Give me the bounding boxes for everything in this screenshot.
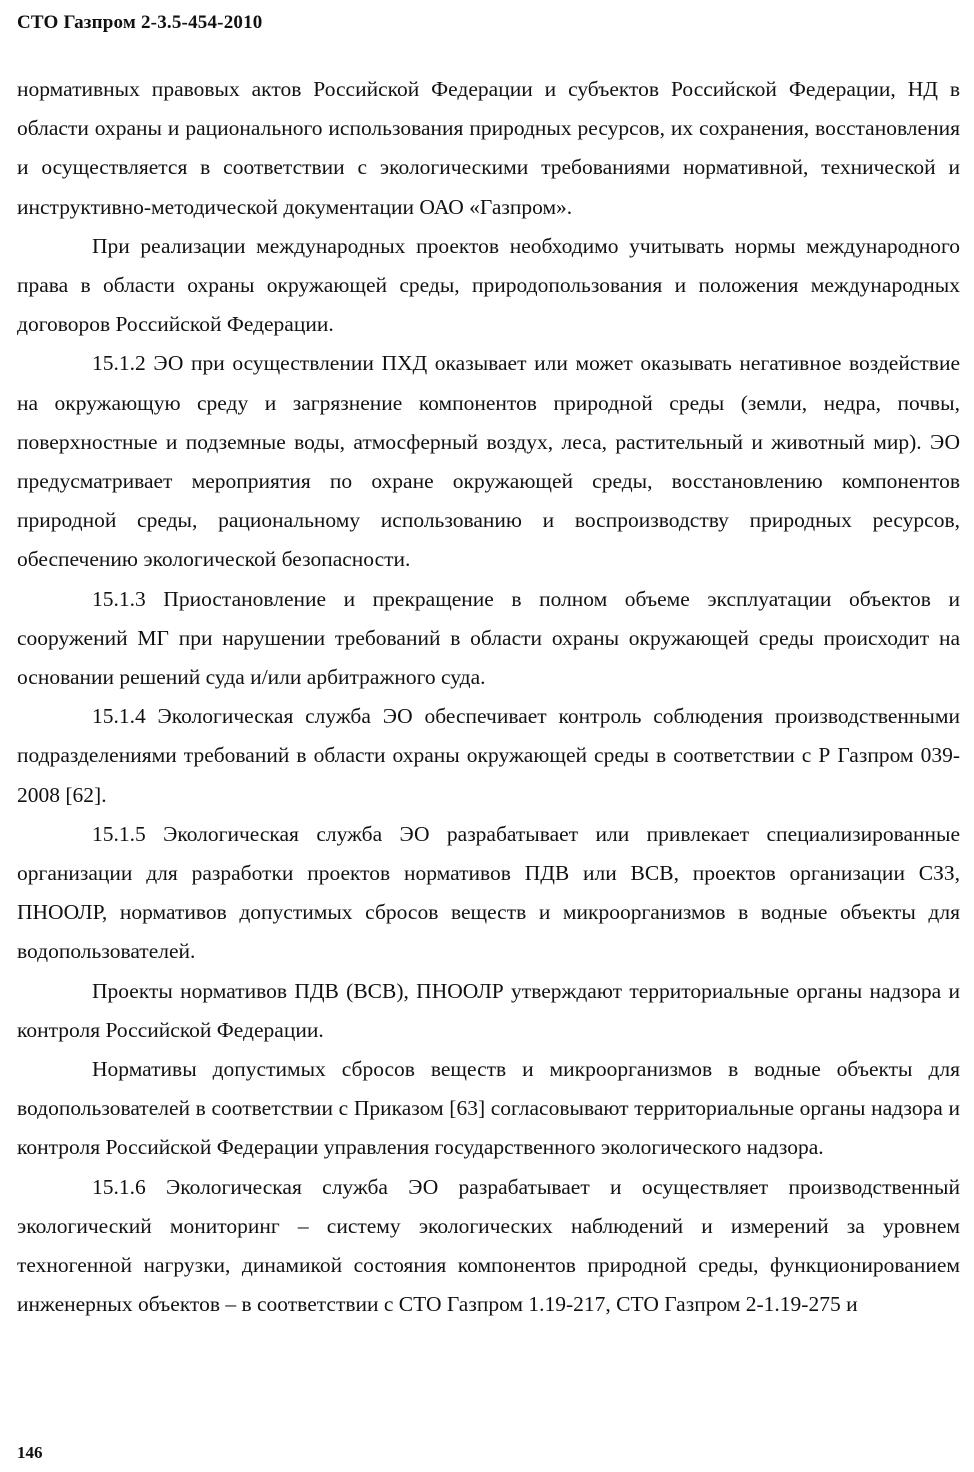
paragraph-international-projects: При реализации международных проектов необходимо учитывать нормы международного права в области охраны окружающей среды, природопользования и положения международных договоров Российской Федерации. [17,233,960,337]
paragraph-15-1-5: 15.1.5 Экологическая служба ЭО разрабатывает или привлекает специализированные организации для разработки проектов нормативов ПДВ или ВСВ, проектов организации СЗЗ, ПНООЛР, нормативов допустимых сбросов веществ и микроорганизмов в водные объекты для водопользователей. [17,821,960,964]
paragraph-15-1-4: 15.1.4 Экологическая служба ЭО обеспечивает контроль соблюдения производственными подразделениями требований в области охраны окружающей среды в соответствии с Р Газпром 039-2008 [62]. [17,704,960,807]
page-number: 146 [17,1443,43,1462]
body-text [17,70,960,1325]
paragraph-discharge-norms: Нормативы допустимых сбросов веществ и микроорганизмов в водные объекты для водопользователей в соответствии с Приказом [63] согласовывают территориальные органы надзора и контроля Российской Федерации управления государственного экологического надзора. [17,1057,960,1160]
paragraph-15-1-3: 15.1.3 Приостановление и прекращение в полном объеме эксплуатации объектов и сооружений МГ при нарушении требований в области охраны окружающей среды происходит на основании решений суда и/или арбитражного суда. [17,586,960,690]
paragraph-continued: нормативных правовых актов Российской Федерации и субъектов Российской Федерации, НД в области охраны и рационального использования природных ресурсов, их сохранения, восстановления и осуществляется в соответствии с экологическими требованиями нормативной, технической и инструктивно-методической документации ОАО «Газпром». [17,77,960,219]
document-header: СТО Газпром 2-3.5-454-2010 [17,12,263,33]
paragraph-15-1-6: 15.1.6 Экологическая служба ЭО разрабатывает и осуществляет производственный экологический мониторинг – систему экологических наблюдений и измерений за уровнем техногенной нагрузки, динамикой состояния компонентов природной среды, функционированием инженерных объектов – в соответствии с СТО Газпром 1.19-217, СТО Газпром 2-1.19-275 и [17,1174,960,1317]
paragraph-pdv-projects: Проекты нормативов ПДВ (ВСВ), ПНООЛР утверждают территориальные органы надзора и контроля Российской Федерации. [17,978,960,1042]
paragraph-15-1-2: 15.1.2 ЭО при осуществлении ПХД оказывает или может оказывать негативное воздействие на окружающую среду и загрязнение компонентов природной среды (земли, недра, почвы, поверхностные и подземные воды, атмосферный воздух, леса, растительный и животный мир). ЭО предусматривает мероприятия по охране окружающей среды, восстановлению компонентов природной среды, рациональному использованию и воспроизводству природных ресурсов, обеспечению экологической безопасности. [17,351,960,572]
